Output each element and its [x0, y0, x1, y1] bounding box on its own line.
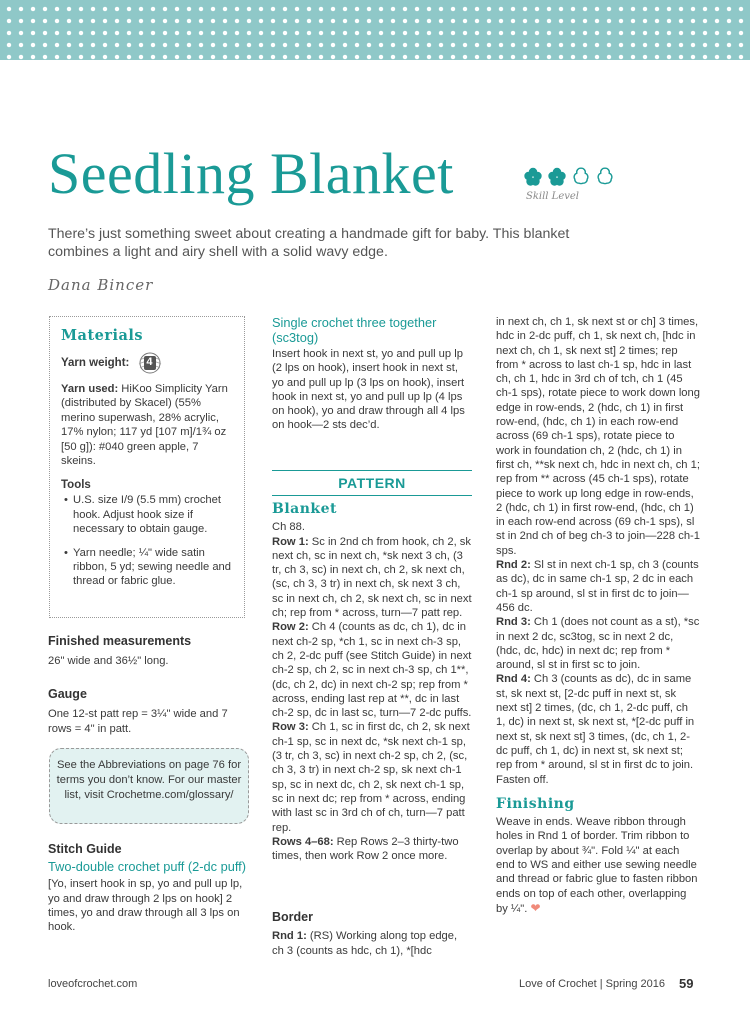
dotted-header-band — [0, 0, 750, 60]
heart-icon: ❤ — [530, 900, 541, 915]
footer-magazine: Love of Crochet — [519, 978, 597, 990]
border-heading: Border — [272, 910, 313, 924]
row-1-text: Sc in 2nd ch from hook, ch 2, sk next ch, sc in next ch, *sk next 3 ch, (3 tr, ch 3, sc) in next ch, ch 2, sk next ch, (sc, ch 3, 3 tr) in next ch, sk next 3 ch, sc in next ch, ch 2, sk next ch, sc in next ch; rep from * across, turn—7 patt rep. — [272, 535, 472, 620]
row-2-label: Row 2: — [272, 621, 309, 634]
rnd-1-text: (RS) Working along top edge, ch 3 (counts as hdc, ch 1), *[hdc — [272, 930, 458, 957]
sc3tog-title: Single crochet three together (sc3tog) — [272, 315, 437, 345]
row-3-text: Ch 1, sc in first dc, ch 2, sk next ch-1 sp, sc in next dc, *sk next ch-1 sp, (3 tr, ch 3, sc) in next ch-2 sp, ch 2, (sc, ch 3, 3 tr) in next ch-2 sp, sk next ch-1 sp, sc in next dc, ch 2, sk next ch-1 sp, sc in next dc; rep from * across, ending with last sc in 3rd ch of ch, turn—7 patt rep. — [272, 721, 470, 834]
row-3 — [272, 720, 472, 834]
footer-url: loveofcrochet.com — [48, 978, 138, 990]
finishing-text — [496, 815, 700, 916]
puff-title: Two-double crochet puff (2-dc puff) — [48, 859, 246, 875]
rows-4-68-label: Rows 4–68: — [272, 835, 334, 848]
finished-text: 26" wide and 36½" long. — [48, 655, 169, 668]
finishing-heading: Finishing — [496, 795, 575, 812]
tools-list — [61, 493, 234, 588]
blanket-heading: Blanket — [272, 501, 337, 517]
stitch-guide — [48, 842, 248, 934]
finished-heading: Finished measurements — [48, 634, 192, 648]
rnd-2 — [496, 558, 700, 615]
row-3-label: Row 3: — [272, 721, 309, 734]
footer-season: Spring 2016 — [605, 978, 665, 990]
flower-outline-icon — [598, 168, 612, 183]
stitch-guide-heading: Stitch Guide — [48, 842, 122, 856]
rnd-4-label: Rnd 4: — [496, 673, 531, 686]
yarn-used-label: Yarn used: — [61, 383, 119, 395]
flower-filled-icon — [548, 168, 565, 186]
rnd-2-label: Rnd 2: — [496, 559, 531, 572]
yarn-weight-number: 4 — [146, 356, 153, 368]
footer-issue: Love of Crochet | Spring 2016 — [519, 978, 665, 990]
gauge-heading: Gauge — [48, 687, 87, 701]
right-column — [496, 315, 700, 916]
rnd-2-text: Sl st in next ch-1 sp, ch 3 (counts as dc), dc in same ch-1 sp, 2 dc in each ch-1 sp around, sl st in first dc to join—456 dc. — [496, 559, 699, 614]
rnd-4 — [496, 672, 700, 786]
gauge-text: One 12-st patt rep = 3¼" wide and 7 rows = 4" in patt. — [48, 708, 228, 735]
row-2 — [272, 620, 472, 720]
rnd-1-label: Rnd 1: — [272, 930, 307, 943]
rnd-3 — [496, 615, 700, 672]
sc3tog-section — [272, 315, 472, 433]
row-1 — [272, 535, 472, 621]
skill-level-label: Skill Level — [526, 191, 580, 202]
border-section — [272, 910, 472, 958]
page-title: Seedling Blanket — [48, 141, 454, 206]
chain-instruction: Ch 88. — [272, 521, 305, 534]
row-2-text: Ch 4 (counts as dc, ch 1), dc in next ch-2 sp, *ch 1, sc in next ch-3 sp, ch 2, 2-dc puff (see Stitch Guide) in next ch-2 sp, ch 2, sc in next ch-3 sp, ch 1**, (dc, ch 2, dc) in next ch-2 sp; rep from * across, ending last rep at **, dc in last ch-2 sp, dc in last sc, turn—7 2-dc puffs. — [272, 621, 472, 720]
abbreviations-callout: See the Abbreviations on page 76 for terms you don’t know. For our master list, visit Crochetme.com/glossary/ — [49, 748, 249, 824]
skill-level — [523, 166, 623, 206]
list-item: • Yarn needle; ¼" wide satin ribbon, 5 yd; sewing needle and thread or fabric glue. — [73, 546, 234, 589]
yarn-weight-icon — [135, 352, 165, 374]
row-1-label: Row 1: — [272, 535, 309, 548]
yarn-weight — [61, 352, 234, 374]
skill-level-flowers-icon — [523, 166, 623, 192]
rows-4-68 — [272, 835, 472, 864]
sc3tog-text: Insert hook in next st, yo and pull up lp (2 lps on hook), insert hook in next st, yo and pull up lp (3 lps on hook), insert hook in next st, yo and pull up lp (4 lps on hook), yo and draw through all 4 lps on hook—2 sts dec’d. — [272, 348, 465, 432]
author-signature: Dana Bincer — [48, 276, 154, 294]
tools-heading: Tools — [61, 479, 91, 492]
yarn-used — [61, 382, 234, 468]
rows-4-68-text: Rep Rows 2–3 thirty-two times, then work Row 2 once more. — [272, 835, 459, 863]
rnd-1-continued: in next ch, ch 1, sk next st or ch] 3 times, hdc in 2-dc puff, ch 1, sk next ch, [hdc in next ch, ch 1, sk next st] 2 times; rep from * across to last ch-1 sp, hdc in last ch, ch 1, hdc in 3rd ch of tch, ch 1 (45 ch-1 sps), rotate piece to work down long edge in row-ends, 2 (hdc, ch 1) in first row-end, (hdc, ch 1) in each row-end across (69 ch-1 sps), rotate piece to work in foundation ch, 2 (hdc, ch 1) in first ch, **sk next ch, hdc in next ch, ch 1; rep from ** across (45 ch-1 sps), rotate piece to work up long edge in row-ends, 2 (hdc, ch 1) in first row-end, (hdc, ch 1) in each row-end across (69 ch-1 sps), sl st in 2nd ch of beg ch-3 to join—228 ch-1 sps. — [496, 316, 700, 557]
materials-heading: Materials — [61, 327, 144, 344]
flower-filled-icon — [524, 168, 541, 186]
yarn-used-text: HiKoo Simplicity Yarn (distributed by Skacel) (55% merino superwash, 28% acrylic, 17% nylon; 117 yd [107 m]/1¾ oz [50 g]): #040 green apple, 7 skeins. — [61, 383, 228, 468]
page-number: 59 — [679, 976, 694, 991]
pattern-heading-bar: PATTERN — [272, 470, 472, 496]
intro-text: There’s just something sweet about creating a handmade gift for baby. This blanket combines a light and airy shell with a solid wavy edge. — [48, 226, 570, 260]
gauge-section — [48, 687, 248, 736]
yarn-weight-label: Yarn weight: — [61, 356, 130, 369]
puff-text: [Yo, insert hook in sp, yo and pull up lp, yo and draw through 2 lps on hook] 2 times, yo and draw through all 3 lps on hook. — [48, 878, 243, 934]
finishing-body: Weave in ends. Weave ribbon through holes in Rnd 1 of border. Trim ribbon to overlap by about ¾". Fold ¼" at each end to WS and either use sewing needle and thread or fabric glue to fasten ribbon ends on top of each other, overlapping by ¼". — [496, 816, 698, 915]
materials-box — [49, 316, 245, 618]
rnd-1-start — [272, 929, 472, 958]
finished-measurements — [48, 634, 248, 669]
blanket-section — [272, 502, 472, 863]
rnd-4-text: Ch 3 (counts as dc), dc in same st, sk next st, [2-dc puff in next st, sk next st] 2 times, (dc, ch 1, 2-dc puff, ch 1, dc) in next st, sk next st, *[2-dc puff in next st, sk next st] 3 times, (dc, ch 1, 2-dc puff, ch 1, dc) in next st, sk next st; rep from * around, sl st in first dc to join. Fasten off. — [496, 673, 695, 786]
flower-outline-icon — [574, 168, 588, 183]
rnd-3-label: Rnd 3: — [496, 616, 531, 629]
rnd-3-text: Ch 1 (does not count as a st), *sc in next 2 dc, sc3tog, sc in next 2 dc, (hdc, dc, hdc) in next dc; rep from * around, sl st in first sc to join. — [496, 616, 700, 672]
list-item: • U.S. size I/9 (5.5 mm) crochet hook. Adjust hook size if necessary to obtain gauge. — [73, 493, 234, 536]
